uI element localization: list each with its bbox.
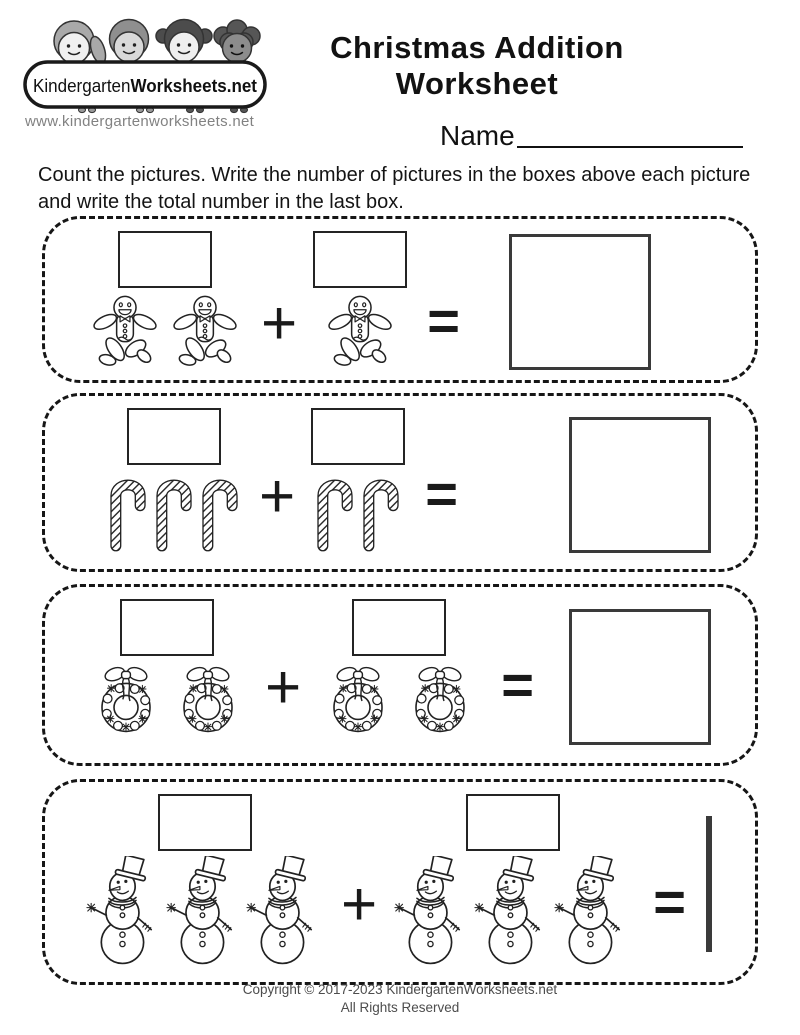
picture-group — [317, 661, 481, 741]
count-box[interactable] — [313, 231, 407, 288]
copyright-text: Copyright © 2017-2023 KindergartenWorksheets.net — [242, 982, 558, 997]
wreath-icon — [315, 661, 401, 741]
addend-group-a1 — [85, 599, 249, 741]
total-box[interactable] — [569, 417, 711, 553]
equals-sign: = — [425, 462, 458, 525]
count-box[interactable] — [466, 794, 560, 851]
candy-cane-icon — [359, 470, 403, 552]
snowman-icon — [471, 856, 555, 966]
addend-group-a2 — [317, 599, 481, 741]
equals-sign: = — [427, 289, 460, 352]
name-label: Name — [440, 120, 515, 151]
wreath-icon — [397, 661, 483, 741]
plus-sign: + — [261, 289, 298, 358]
picture-group — [85, 293, 245, 369]
addend-group-a1 — [105, 408, 243, 552]
total-box[interactable] — [569, 609, 711, 745]
snowman-icon — [83, 856, 167, 966]
count-box[interactable] — [352, 599, 446, 656]
instructions-text: Count the pictures. Write the number of pictures in the boxes above each picture and write the total number in the last box. — [38, 164, 751, 213]
addend-group-a1 — [85, 794, 325, 966]
total-box[interactable] — [509, 234, 651, 370]
equals-sign: = — [653, 870, 686, 933]
website-url: www.kindergartenworksheets.net — [25, 113, 255, 130]
count-box[interactable] — [127, 408, 221, 465]
footer — [0, 981, 800, 1016]
count-box[interactable] — [158, 794, 252, 851]
snowman-icon — [163, 856, 247, 966]
problems-list — [42, 216, 758, 985]
name-input-line[interactable] — [517, 146, 743, 148]
wreath-icon — [83, 661, 169, 741]
picture-group — [320, 293, 400, 369]
picture-group — [312, 470, 404, 552]
gingerbread-man-icon — [83, 293, 167, 369]
problem-row — [42, 216, 758, 383]
plus-sign: + — [265, 653, 302, 722]
picture-group — [393, 856, 633, 966]
candy-cane-icon — [313, 470, 357, 552]
name-row — [440, 120, 743, 152]
site-logo — [22, 14, 268, 114]
candy-cane-icon — [106, 470, 150, 552]
gingerbread-man-icon — [318, 293, 402, 369]
rights-text: All Rights Reserved — [340, 999, 460, 1015]
addend-group-a1 — [85, 231, 245, 369]
addend-group-a2 — [393, 794, 633, 966]
candy-cane-icon — [198, 470, 242, 552]
picture-group — [85, 661, 249, 741]
addend-group-a2 — [313, 231, 407, 369]
wreath-icon — [165, 661, 251, 741]
picture-group — [85, 856, 325, 966]
count-box[interactable] — [118, 231, 212, 288]
count-box[interactable] — [120, 599, 214, 656]
logo-text: KindergartenWorksheets.net — [33, 76, 265, 96]
count-box[interactable] — [311, 408, 405, 465]
plus-sign: + — [259, 462, 296, 531]
plus-sign: + — [341, 870, 378, 939]
gingerbread-man-icon — [163, 293, 247, 369]
problem-row — [42, 584, 758, 766]
candy-cane-icon — [152, 470, 196, 552]
snowman-icon — [551, 856, 635, 966]
page-title: Christmas Addition Worksheet — [330, 30, 624, 101]
snowman-icon — [243, 856, 327, 966]
snowman-icon — [391, 856, 475, 966]
addend-group-a2 — [311, 408, 405, 552]
picture-group — [105, 470, 243, 552]
total-box[interactable] — [706, 816, 712, 952]
problem-row — [42, 779, 758, 985]
equals-sign: = — [501, 653, 534, 716]
problem-row — [42, 393, 758, 572]
